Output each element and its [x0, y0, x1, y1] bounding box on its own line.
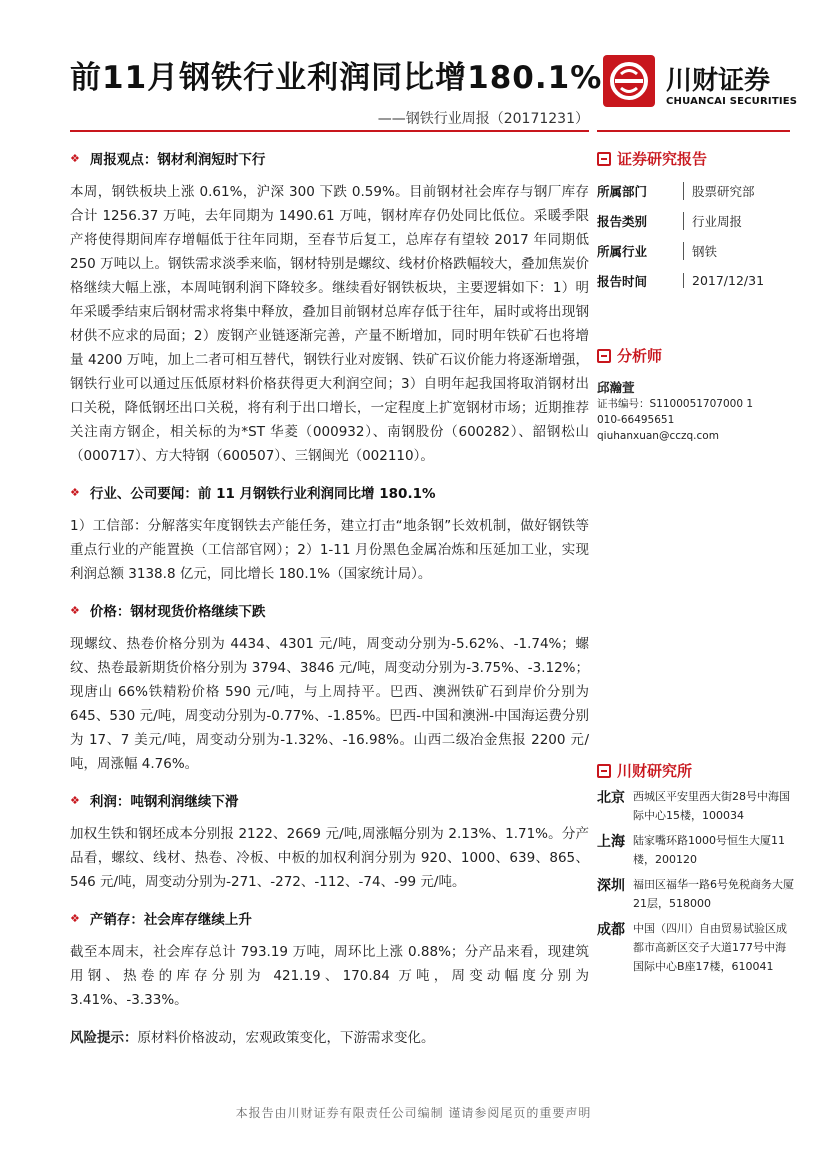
main-column — [70, 148, 589, 1050]
diamond-icon: ❖ — [70, 603, 80, 617]
section-4 — [70, 908, 589, 1012]
section-paragraph: 加权生铁和钢坯成本分别报 2122、2669 元/吨,周涨幅分别为 2.13%、1.71%。分产品看，螺纹、线材、热卷、冷板、中板的加权利润分别为 920、1000、639、865、546 元/吨，周变动分别为-271、-272、-112、-74、-99 元/吨。 — [70, 826, 589, 890]
section-heading — [70, 908, 589, 928]
analyst-heading — [597, 345, 797, 366]
section-heading — [70, 482, 589, 502]
meta-row — [597, 182, 797, 199]
diamond-icon: ❖ — [70, 151, 80, 165]
section-paragraph: 1）工信部：分解落实年度钢铁去产能任务，建立打击“地条钢”长效机制，做好钢铁等重点行业的产能置换（工信部官网）；2）1-11 月份黑色金属冶炼和压延加工业，实现利润总额 3138.8 亿元，同比增长 180.1%（国家统计局）。 — [70, 518, 589, 582]
section-paragraph: 本周，钢铁板块上涨 0.61%，沪深 300 下跌 0.59%。目前钢材社会库存与钢厂库存合计 1256.37 万吨，去年同期为 1490.61 万吨，钢材库存仍处同比低位。采暖季限产将使得期间库存增幅低于往年同期，至春节后复工，总库存有望较 2017 年同期低 250 万吨以上。钢铁需求淡季来临，钢材特别是螺纹、线材价格跌幅较大，叠加焦炭价格继续大幅上涨，本周吨钢利润下降较多。继续看好钢铁板块，主要逻辑如下：1）明年采暖季结束后钢材需求将集中释放，叠加目前钢材总库存低于往年，届时或将出现钢材供不应求的局面；2）废钢产业链逐渐完善，产量不断增加，同时明年铁矿石也将增量 4200 万吨，加上二者可相互替代，钢铁行业对废钢、铁矿石议价能力将逐渐增强，钢铁行业可以通过压低原材料价格获得更大利润空间；3）自明年起我国将取消钢材出口关税，降低钢坯出口关税，将有利于出口增长，一定程度上扩宽钢材市场；近期推荐关注南方钢企，相关标的为*ST 华菱（000932）、南钢股份（600282）、韶钢松山（000717）、方大特钢（600507）、三钢闽光（002110）。 — [70, 184, 589, 464]
office-row — [597, 919, 797, 976]
report-title: 前11月钢铁行业利润同比增180.1% — [70, 60, 603, 96]
section-paragraph: 截至本周末，社会库存总计 793.19 万吨，周环比上涨 0.88%；分产品来看，现建筑用钢、热卷的库存分别为 421.19、170.84 万吨，周变动幅度分别为 3.41%、-3.33%。 — [70, 944, 589, 1008]
meta-key: 所属部门 — [597, 183, 648, 199]
header-rule — [70, 130, 589, 132]
section-heading — [70, 148, 589, 168]
section-1 — [70, 482, 589, 586]
analyst-cert: 证书编号：S1100051707000 1 — [597, 398, 754, 410]
analyst-phone: 010-66495651 — [597, 414, 675, 426]
report-info-heading — [597, 148, 797, 169]
diamond-icon: ❖ — [70, 911, 80, 925]
office-address: 福田区福华一路6号免税商务大厦21层，518000 — [633, 878, 794, 910]
meta-row — [597, 242, 797, 259]
section-heading-text: 产销存：社会库存继续上升 — [89, 912, 252, 928]
section-0 — [70, 148, 589, 468]
logo-icon — [603, 55, 655, 107]
analyst-name: 邱瀚萱 — [597, 380, 635, 395]
analyst-heading-text: 分析师 — [617, 347, 663, 365]
office-city: 成都 — [597, 922, 625, 938]
page-footer: 本报告由川财证券有限责任公司编制 谨请参阅尾页的重要声明 — [235, 1106, 592, 1120]
office-row — [597, 787, 797, 825]
meta-key: 报告时间 — [597, 273, 648, 289]
meta-value: 行业周报 — [683, 212, 742, 230]
meta-value: 股票研究部 — [683, 182, 755, 200]
section-3 — [70, 790, 589, 894]
logo-en-text: CHUANCAI SECURITIES — [666, 96, 798, 107]
meta-key: 所属行业 — [597, 243, 648, 259]
office-row — [597, 831, 797, 869]
diamond-icon: ❖ — [70, 485, 80, 499]
office-address: 中国（四川）自由贸易试验区成都市高新区交子大道177号中海国际中心B座17楼，610041 — [633, 922, 787, 973]
section-paragraph: 现螺纹、热卷价格分别为 4434、4301 元/吨，周变动分别为-5.62%、-1.74%；螺纹、热卷最新期货价格分别为 3794、3846 元/吨，周变动分别为-3.75%、-3.12%；现唐山 66%铁精粉价格 590 元/吨，与上周持平。巴西、澳洲铁矿石到岸价分别为 645、530 元/吨，周变动分别为-0.77%、-1.85%。巴西-中国和澳洲-中国海运费分别为 17、7 美元/吨，周变动分别为-1.32%、-16.98%。山西二级冶金焦报 2200 元/吨，周涨幅 4.76%。 — [70, 636, 589, 772]
meta-row — [597, 272, 797, 289]
meta-value: 钢铁 — [683, 242, 717, 260]
section-heading-text: 价格：钢材现货价格继续下跌 — [89, 604, 266, 620]
office-city: 上海 — [597, 834, 625, 850]
logo-cn-text: 川财证券 — [666, 66, 771, 96]
section-heading-text: 周报观点：钢材利润短时下行 — [89, 152, 266, 168]
section-heading-text: 行业、公司要闻：前 11 月钢铁行业利润同比增 180.1% — [89, 486, 436, 502]
risk-label: 风险提示： — [70, 1030, 138, 1046]
analyst-icon — [597, 349, 611, 363]
section-heading — [70, 790, 589, 810]
side-column — [597, 148, 797, 976]
institute-heading-text: 川财研究所 — [617, 762, 693, 780]
risk-warning — [70, 1026, 589, 1050]
meta-value: 2017/12/31 — [683, 273, 764, 288]
office-row — [597, 875, 797, 913]
analyst-email[interactable]: qiuhanxuan@cczq.com — [597, 430, 719, 442]
office-address: 西城区平安里西大街28号中海国际中心15楼，100034 — [633, 790, 790, 822]
report-subtitle: ——钢铁行业周报（20171231） — [377, 111, 589, 127]
institute-icon — [597, 764, 611, 778]
office-address: 陆家嘴环路1000号恒生大厦11楼，200120 — [633, 834, 785, 866]
header-rule-right — [597, 130, 790, 132]
risk-text: 原材料价格波动，宏观政策变化，下游需求变化。 — [137, 1030, 435, 1046]
section-heading — [70, 600, 589, 620]
report-icon — [597, 152, 611, 166]
diamond-icon: ❖ — [70, 793, 80, 807]
office-city: 北京 — [597, 790, 625, 806]
section-2 — [70, 600, 589, 776]
institute-heading — [597, 760, 797, 781]
report-info-heading-text: 证券研究报告 — [617, 150, 708, 168]
section-heading-text: 利润：吨钢利润继续下滑 — [89, 794, 239, 810]
office-city: 深圳 — [597, 878, 625, 894]
meta-key: 报告类别 — [597, 213, 648, 229]
meta-row — [597, 212, 797, 229]
